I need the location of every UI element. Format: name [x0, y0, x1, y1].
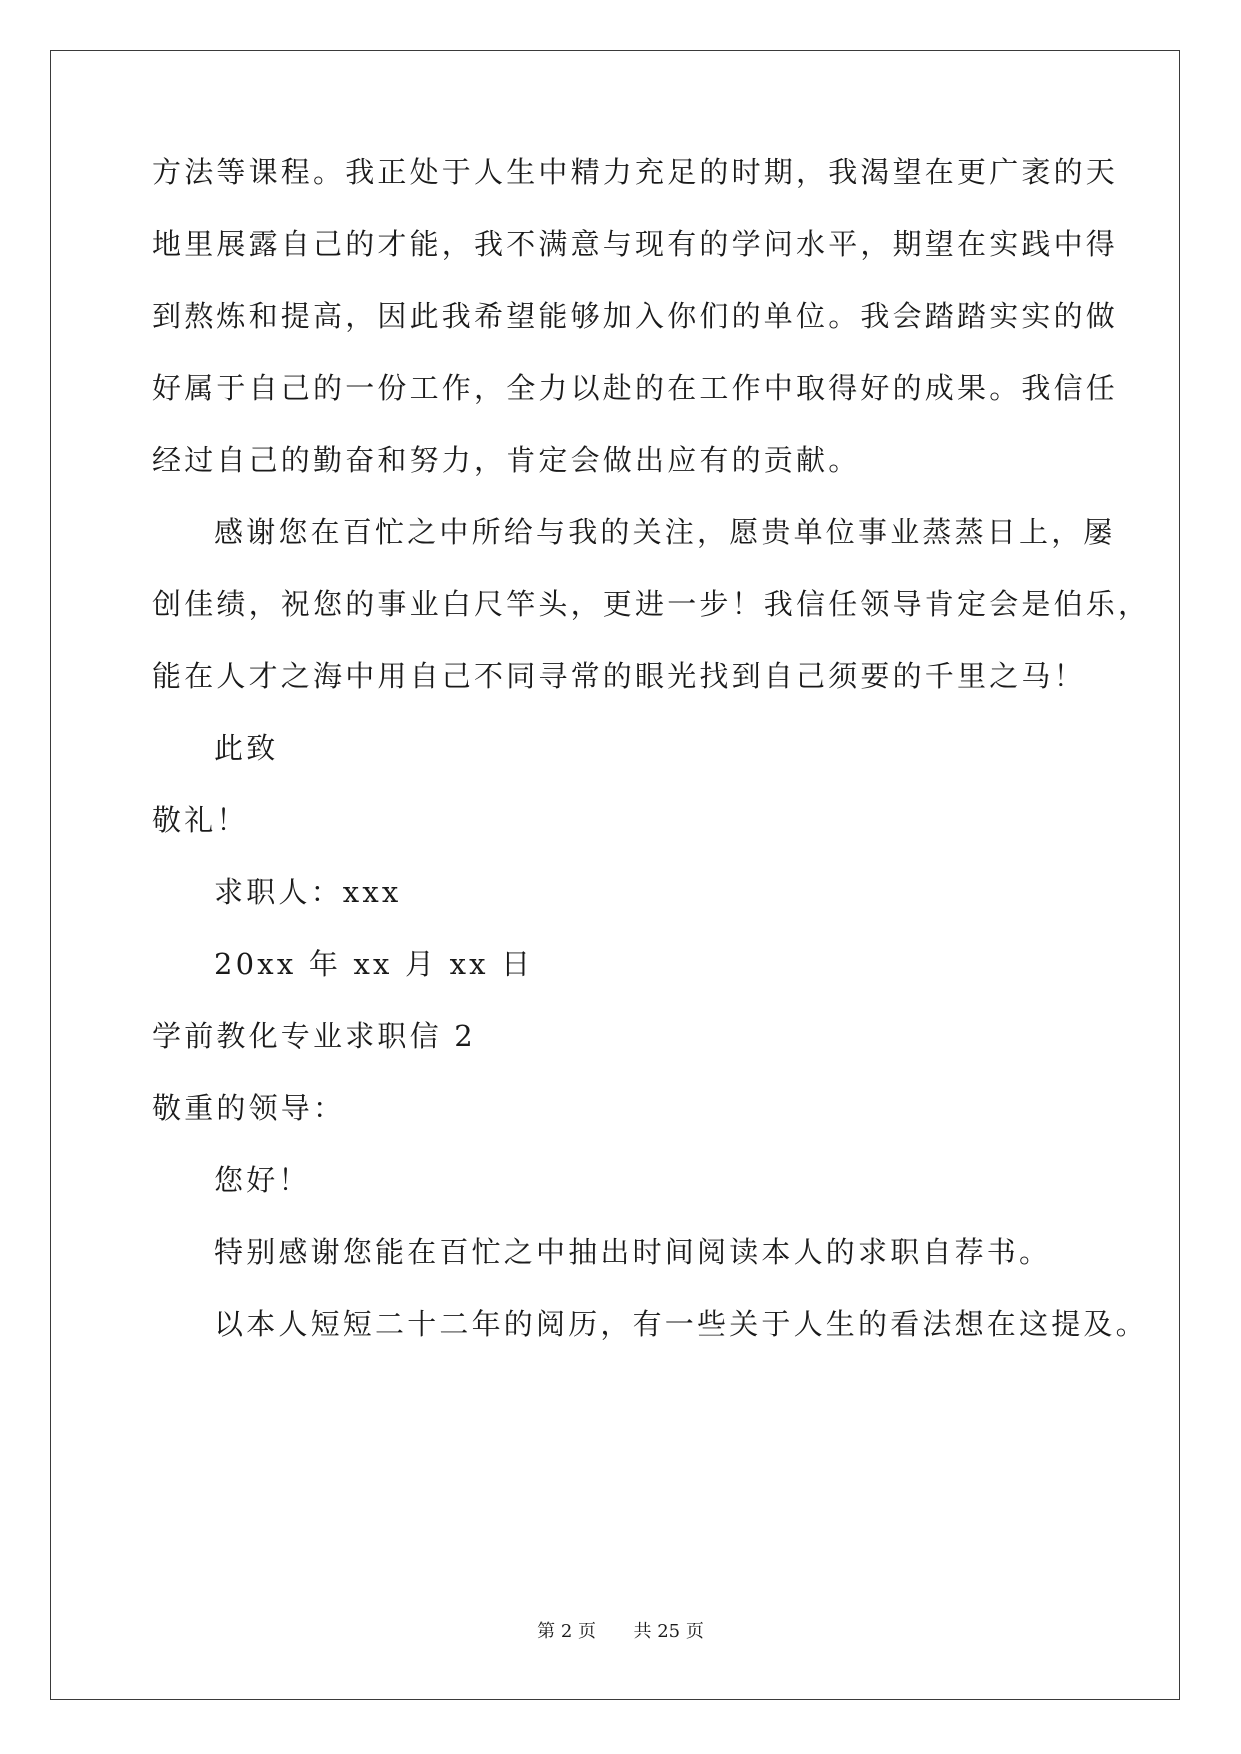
- body-line-6: 感谢您在百忙之中所给与我的关注，愿贵单位事业蒸蒸日上，屡: [214, 515, 1116, 549]
- body-line-8: 能在人才之海中用自己不同寻常的眼光找到自己须要的千里之马！: [152, 659, 1086, 693]
- body-line-10: 以本人短短二十二年的阅历，有一些关于人生的看法想在这提及。: [214, 1307, 1148, 1341]
- closing-regards: 敬礼！: [152, 803, 249, 837]
- body-line-5: 经过自己的勤奋和努力，肯定会做出应有的贡献。: [152, 443, 861, 477]
- body-line-3: 到熬炼和提高，因此我希望能够加入你们的单位。我会踏踏实实的做: [152, 299, 1119, 333]
- letter-date: 20xx 年 xx 月 xx 日: [214, 947, 534, 981]
- body-line-7: 创佳绩，祝您的事业白尺竿头，更进一步！我信任领导肯定会是伯乐，: [152, 587, 1151, 621]
- page-footer: [0, 1620, 1241, 1644]
- closing-salutation: 此致: [214, 731, 279, 765]
- body-line-9: 特别感谢您能在百忙之中抽出时间阅读本人的求职自荐书。: [214, 1235, 1052, 1269]
- applicant-signature: 求职人：xxx: [214, 875, 402, 909]
- body-line-2: 地里展露自己的才能，我不满意与现有的学问水平，期望在实践中得: [152, 227, 1119, 261]
- page-total: 共 25 页: [633, 1621, 704, 1642]
- section-heading: 学前教化专业求职信 2: [152, 1019, 476, 1053]
- letter-greeting: 敬重的领导：: [152, 1091, 346, 1125]
- body-line-1: 方法等课程。我正处于人生中精力充足的时期，我渴望在更广袤的天: [152, 155, 1119, 189]
- letter-hello: 您好！: [214, 1163, 311, 1197]
- body-line-4: 好属于自己的一份工作，全力以赴的在工作中取得好的成果。我信任: [152, 371, 1119, 405]
- page-number: 第 2 页: [537, 1621, 597, 1642]
